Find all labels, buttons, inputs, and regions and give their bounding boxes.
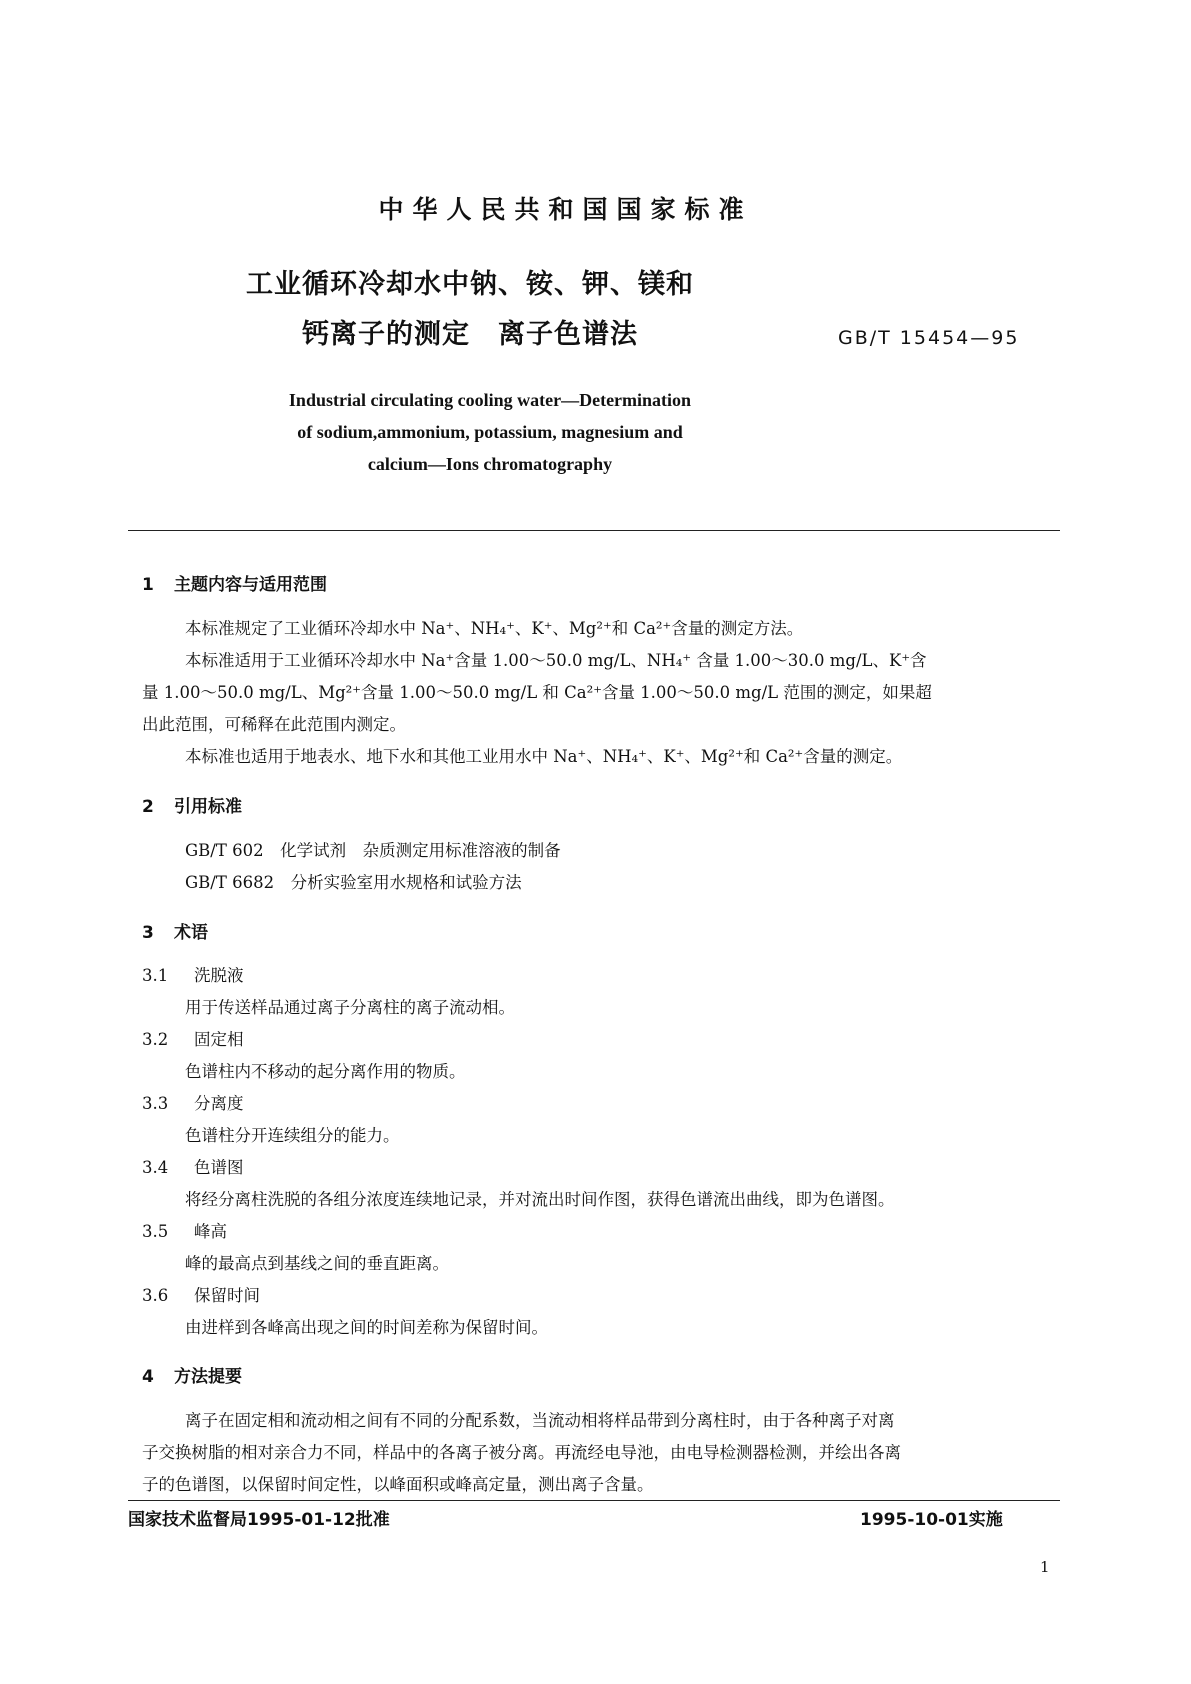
- term-number: 3.4: [142, 1158, 169, 1177]
- s1-paragraph-3: 本标准也适用于地表水、地下水和其他工业用水中 Na⁺、NH₄⁺、K⁺、Mg²⁺和 Ca²⁺含量的测定。: [185, 747, 903, 766]
- term-number: 3.3: [142, 1094, 169, 1113]
- term-name: 固定相: [194, 1030, 244, 1049]
- title-cn-line2: 钙离子的测定 离子色谱法: [302, 319, 638, 350]
- page-number: 1: [1040, 1558, 1050, 1576]
- reference-2: GB/T 6682 分析实验室用水规格和试验方法: [185, 873, 522, 892]
- s1-paragraph-2-line-2: 量 1.00～50.0 mg/L、Mg²⁺含量 1.00～50.0 mg/L 和 Ca²⁺含量 1.00～50.0 mg/L 范围的测定，如果超: [142, 683, 932, 702]
- section-number: 4: [142, 1367, 154, 1387]
- standard-name: 中华人民共和国国家标准: [378, 195, 753, 224]
- term-3-1-definition: 用于传送样品通过离子分离柱的离子流动相。: [185, 998, 515, 1017]
- term-name: 色谱图: [194, 1158, 244, 1177]
- s4-line-1: 离子在固定相和流动相之间有不同的分配系数，当流动相将样品带到分离柱时，由于各种离子对离: [185, 1411, 895, 1430]
- section-4-heading: [142, 1362, 242, 1387]
- term-name: 保留时间: [194, 1286, 260, 1305]
- approval-date: 国家技术监督局1995-01-12批准: [128, 1510, 390, 1530]
- term-3-6-definition: 由进样到各峰高出现之间的时间差称为保留时间。: [185, 1318, 548, 1337]
- section-title: 主题内容与适用范围: [174, 575, 327, 595]
- title-cn-line1: 工业循环冷却水中钠、铵、钾、镁和: [246, 269, 694, 300]
- term-3-4-definition: 将经分离柱洗脱的各组分浓度连续地记录，并对流出时间作图，获得色谱流出曲线，即为色谱图。: [185, 1190, 895, 1209]
- term-number: 3.2: [142, 1030, 169, 1049]
- term-number: 3.1: [142, 966, 169, 985]
- section-1-heading: [142, 570, 327, 595]
- standard-code: GB/T 15454—95: [838, 327, 1020, 349]
- term-name: 分离度: [194, 1094, 244, 1113]
- term-3-3-definition: 色谱柱分开连续组分的能力。: [185, 1126, 400, 1145]
- footer-divider: [128, 1500, 1060, 1501]
- title-en-line2: of sodium,ammonium, potassium, magnesium and: [297, 422, 683, 442]
- s1-paragraph-2-line-3: 出此范围，可稀释在此范围内测定。: [142, 715, 406, 734]
- section-title: 引用标准: [174, 797, 242, 817]
- s1-paragraph-2-line-1: 本标准适用于工业循环冷却水中 Na⁺含量 1.00～50.0 mg/L、NH₄⁺ 含量 1.00～30.0 mg/L、K⁺含: [185, 651, 927, 670]
- term-3-1: [142, 960, 244, 992]
- reference-1: GB/T 602 化学试剂 杂质测定用标准溶液的制备: [185, 841, 561, 860]
- term-3-3: [142, 1088, 244, 1120]
- term-3-2-definition: 色谱柱内不移动的起分离作用的物质。: [185, 1062, 466, 1081]
- term-number: 3.6: [142, 1286, 169, 1305]
- term-3-5: [142, 1216, 227, 1248]
- section-number: 3: [142, 923, 154, 943]
- section-title: 术语: [174, 923, 208, 943]
- term-3-5-definition: 峰的最高点到基线之间的垂直距离。: [185, 1254, 449, 1273]
- term-name: 洗脱液: [194, 966, 244, 985]
- s4-line-2: 子交换树脂的相对亲合力不同，样品中的各离子被分离。再流经电导池，由电导检测器检测，并绘出各离: [142, 1443, 901, 1462]
- section-2-heading: [142, 792, 242, 817]
- term-3-6: [142, 1280, 260, 1312]
- term-name: 峰高: [194, 1222, 227, 1241]
- term-3-2: [142, 1024, 244, 1056]
- effective-date: 1995-10-01实施: [860, 1510, 1003, 1530]
- header-divider: [128, 530, 1060, 531]
- section-3-heading: [142, 918, 208, 943]
- section-number: 2: [142, 797, 154, 817]
- s4-line-3: 子的色谱图，以保留时间定性，以峰面积或峰高定量，测出离子含量。: [142, 1475, 654, 1494]
- term-3-4: [142, 1152, 244, 1184]
- title-en-line3: calcium—Ions chromatography: [367, 454, 613, 474]
- title-en-line1: Industrial circulating cooling water—Determination: [288, 390, 692, 410]
- section-number: 1: [142, 575, 154, 595]
- term-number: 3.5: [142, 1222, 169, 1241]
- s1-paragraph-1: 本标准规定了工业循环冷却水中 Na⁺、NH₄⁺、K⁺、Mg²⁺和 Ca²⁺含量的测定方法。: [185, 619, 804, 638]
- section-title: 方法提要: [174, 1367, 242, 1387]
